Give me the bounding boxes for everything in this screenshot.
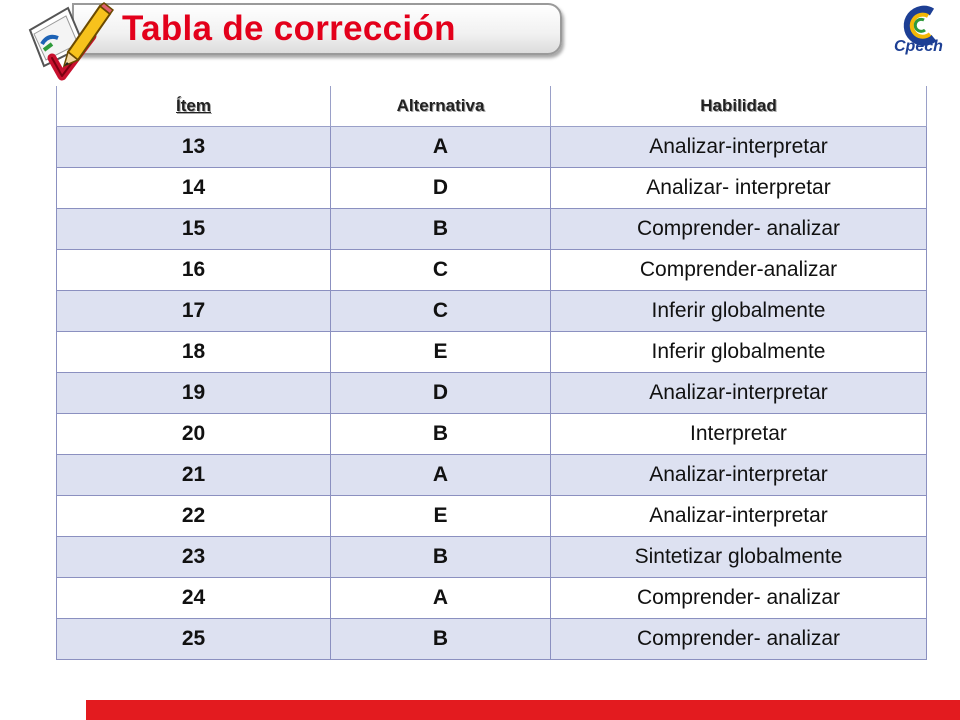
cell-skill: Comprender- analizar (551, 619, 927, 660)
table-row (57, 291, 927, 332)
table-row (57, 332, 927, 373)
cell-alternative: E (331, 332, 551, 373)
cell-item: 21 (57, 455, 331, 496)
cell-item: 17 (57, 291, 331, 332)
header-alternative (331, 86, 551, 127)
cell-item: 16 (57, 250, 331, 291)
cell-item: 13 (57, 127, 331, 168)
pencil-checkmark-icon (22, 0, 114, 92)
table-row (57, 455, 927, 496)
table-row (57, 373, 927, 414)
cell-item: 15 (57, 209, 331, 250)
cell-skill: Comprender- analizar (551, 578, 927, 619)
table-header-row (57, 86, 927, 127)
cell-skill: Inferir globalmente (551, 291, 927, 332)
cell-skill: Analizar-interpretar (551, 127, 927, 168)
header-skill (551, 86, 927, 127)
table-row (57, 168, 927, 209)
cell-item: 14 (57, 168, 331, 209)
cell-item: 20 (57, 414, 331, 455)
cell-skill: Analizar- interpretar (551, 168, 927, 209)
table-row (57, 250, 927, 291)
cell-alternative: B (331, 209, 551, 250)
header-alternative-label: Alternativa (396, 96, 485, 115)
correction-table-container (56, 86, 926, 660)
cell-alternative: C (331, 291, 551, 332)
cell-skill: Inferir globalmente (551, 332, 927, 373)
bottom-accent-bar (86, 700, 960, 720)
cell-alternative: B (331, 414, 551, 455)
cell-item: 25 (57, 619, 331, 660)
cell-skill: Analizar-interpretar (551, 373, 927, 414)
cell-skill: Interpretar (551, 414, 927, 455)
cell-alternative: D (331, 373, 551, 414)
cell-item: 19 (57, 373, 331, 414)
table-row (57, 414, 927, 455)
cell-item: 23 (57, 537, 331, 578)
cell-alternative: B (331, 619, 551, 660)
table-row (57, 537, 927, 578)
correction-table (56, 86, 927, 660)
table-row (57, 619, 927, 660)
cell-skill: Analizar-interpretar (551, 496, 927, 537)
header-item (57, 86, 331, 127)
table-row (57, 209, 927, 250)
cell-skill: Analizar-interpretar (551, 455, 927, 496)
table-row (57, 496, 927, 537)
page-title: Tabla de corrección (122, 9, 456, 48)
cell-alternative: E (331, 496, 551, 537)
cell-skill: Sintetizar globalmente (551, 537, 927, 578)
cell-alternative: C (331, 250, 551, 291)
table-row (57, 127, 927, 168)
cell-item: 22 (57, 496, 331, 537)
cell-alternative: B (331, 537, 551, 578)
cpech-logo-icon (888, 4, 960, 68)
header-item-label: Ítem (176, 96, 211, 115)
cell-item: 24 (57, 578, 331, 619)
cell-skill: Comprender- analizar (551, 209, 927, 250)
cell-skill: Comprender-analizar (551, 250, 927, 291)
cell-alternative: A (331, 578, 551, 619)
table-row (57, 578, 927, 619)
cell-alternative: D (331, 168, 551, 209)
cell-alternative: A (331, 455, 551, 496)
header-skill-label: Habilidad (700, 96, 777, 115)
cpech-brand-label: Cpech (894, 38, 943, 55)
cell-item: 18 (57, 332, 331, 373)
cell-alternative: A (331, 127, 551, 168)
title-banner (72, 3, 562, 55)
